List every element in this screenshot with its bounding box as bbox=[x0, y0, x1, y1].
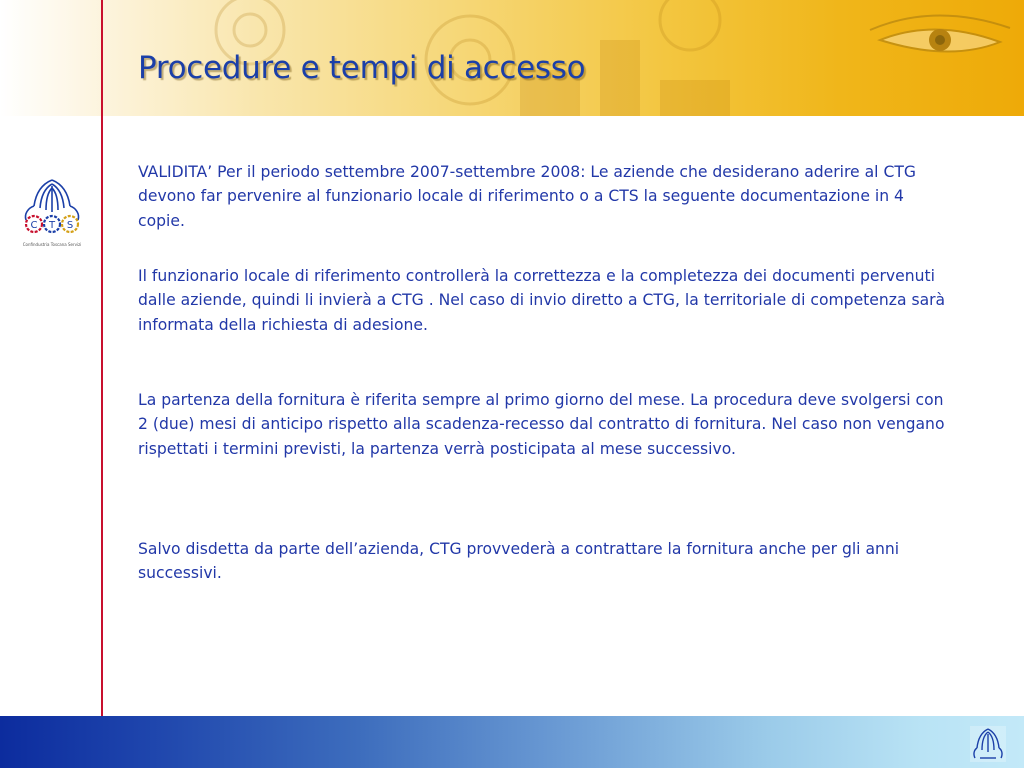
slide-title: Procedure e tempi di accesso bbox=[138, 50, 586, 86]
svg-text:Confindustria Toscana Servizi: Confindustria Toscana Servizi bbox=[22, 242, 82, 247]
svg-text:T: T bbox=[48, 220, 56, 231]
svg-text:S: S bbox=[66, 220, 74, 231]
paragraph-partenza: La partenza della fornitura è riferita sempre al primo giorno del mese. La procedura deve svolgersi con 2 (due) mesi di anticipo rispetto alla scadenza-recesso dal contratto di fornitura. Nel caso non vengano rispettati i termini previsti, la partenza verrà posticipata al mese successivo. bbox=[138, 391, 945, 458]
paragraph-funzionario: Il funzionario locale di riferimento controllerà la correttezza e la completezza dei documenti pervenuti dalle aziende, quindi li invierà a CTG . Nel caso di invio diretto a CTG, la territoriale di competenza sarà informata della richiesta di adesione. bbox=[138, 267, 946, 334]
footer-band bbox=[0, 716, 1024, 768]
confindustria-emblem-icon bbox=[970, 726, 1006, 762]
paragraph-disdetta: Salvo disdetta da parte dell’azienda, CTG provvederà a contrattare la fornitura anche per gli anni successivi. bbox=[138, 540, 900, 583]
paragraph-validita: VALIDITA’ Per il periodo settembre 2007-settembre 2008: Le aziende che desiderano aderire al CTG devono far pervenire al funzionario locale di riferimento o a CTS la seguente documentazione in 4 copie. bbox=[138, 163, 916, 230]
cts-logo bbox=[14, 176, 90, 252]
svg-text:C: C bbox=[30, 220, 38, 231]
left-accent-line bbox=[101, 0, 103, 768]
